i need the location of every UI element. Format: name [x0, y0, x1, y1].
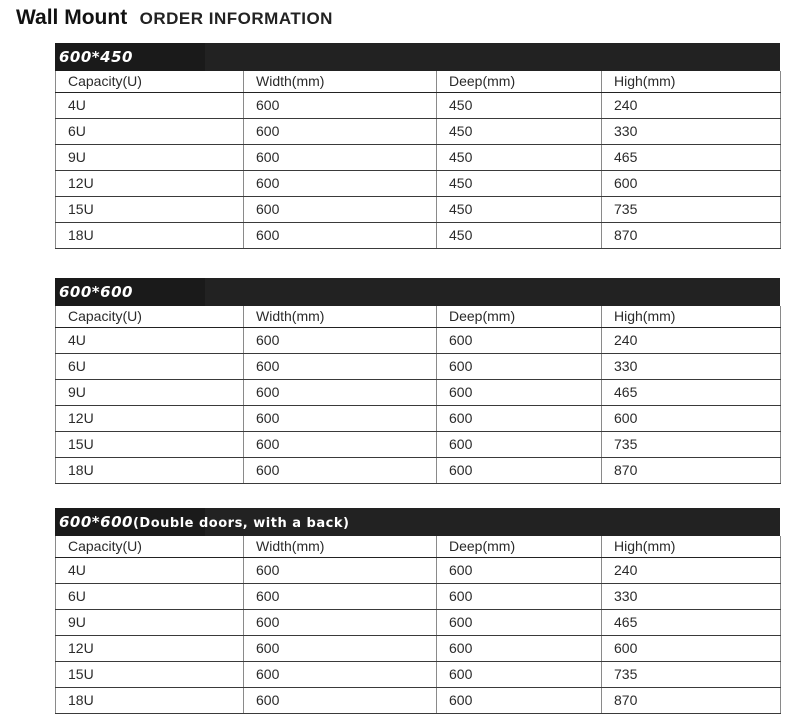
cell-deep: 600 [437, 688, 602, 714]
section-title [59, 513, 349, 531]
cell-width: 600 [244, 458, 437, 484]
cell-width: 600 [244, 93, 437, 119]
spec-section-600x600-double-doors [55, 508, 780, 714]
spec-section-600x450 [55, 43, 780, 249]
cell-high: 240 [602, 328, 781, 354]
column-header-deep: Deep(mm) [437, 71, 602, 93]
cell-high: 870 [602, 223, 781, 249]
table-row [56, 223, 781, 249]
cell-deep: 450 [437, 171, 602, 197]
table-row [56, 380, 781, 406]
table-row [56, 662, 781, 688]
cell-width: 600 [244, 119, 437, 145]
cell-capacity: 9U [56, 610, 244, 636]
cell-high: 330 [602, 119, 781, 145]
cell-high: 465 [602, 145, 781, 171]
table-row [56, 197, 781, 223]
cell-deep: 600 [437, 406, 602, 432]
cell-capacity: 18U [56, 458, 244, 484]
cell-capacity: 12U [56, 636, 244, 662]
page-subtitle: ORDER INFORMATION [139, 9, 333, 28]
cell-width: 600 [244, 406, 437, 432]
cell-width: 600 [244, 432, 437, 458]
cell-capacity: 15U [56, 662, 244, 688]
table-row [56, 636, 781, 662]
cell-high: 465 [602, 610, 781, 636]
cell-width: 600 [244, 688, 437, 714]
table-row [56, 558, 781, 584]
section-header [55, 43, 780, 71]
table-row [56, 458, 781, 484]
cell-capacity: 4U [56, 558, 244, 584]
cell-width: 600 [244, 223, 437, 249]
cell-width: 600 [244, 380, 437, 406]
cell-capacity: 18U [56, 223, 244, 249]
column-header-width: Width(mm) [244, 306, 437, 328]
section-title-dims: 600*600 [59, 513, 133, 531]
cell-high: 735 [602, 432, 781, 458]
cell-deep: 450 [437, 119, 602, 145]
page-title-main: Wall Mount [16, 6, 128, 29]
cell-width: 600 [244, 636, 437, 662]
cell-deep: 600 [437, 380, 602, 406]
column-header-width: Width(mm) [244, 71, 437, 93]
cell-width: 600 [244, 354, 437, 380]
cell-capacity: 6U [56, 584, 244, 610]
cell-deep: 600 [437, 610, 602, 636]
cell-deep: 450 [437, 197, 602, 223]
cell-deep: 600 [437, 432, 602, 458]
cell-high: 870 [602, 458, 781, 484]
spec-section-600x600 [55, 278, 780, 484]
cell-capacity: 4U [56, 328, 244, 354]
table-row [56, 688, 781, 714]
cell-width: 600 [244, 610, 437, 636]
cell-width: 600 [244, 662, 437, 688]
table-row [56, 584, 781, 610]
cell-capacity: 15U [56, 432, 244, 458]
specs-table [55, 306, 781, 484]
cell-high: 330 [602, 584, 781, 610]
column-header-capacity: Capacity(U) [56, 306, 244, 328]
cell-high: 600 [602, 171, 781, 197]
column-header-deep: Deep(mm) [437, 306, 602, 328]
cell-capacity: 9U [56, 380, 244, 406]
cell-high: 870 [602, 688, 781, 714]
table-header-row [56, 306, 781, 328]
table-row [56, 93, 781, 119]
specs-table [55, 71, 781, 249]
section-title-dims: 600*450 [59, 48, 133, 66]
column-header-high: High(mm) [602, 536, 781, 558]
cell-capacity: 12U [56, 406, 244, 432]
section-header [55, 508, 780, 536]
section-title-note: (Double doors, with a back) [132, 516, 350, 531]
cell-deep: 600 [437, 458, 602, 484]
table-header-row [56, 536, 781, 558]
cell-deep: 450 [437, 223, 602, 249]
section-header [55, 278, 780, 306]
column-header-width: Width(mm) [244, 536, 437, 558]
cell-deep: 450 [437, 93, 602, 119]
cell-deep: 600 [437, 662, 602, 688]
cell-deep: 450 [437, 145, 602, 171]
cell-high: 465 [602, 380, 781, 406]
cell-capacity: 6U [56, 119, 244, 145]
cell-capacity: 18U [56, 688, 244, 714]
cell-width: 600 [244, 145, 437, 171]
cell-width: 600 [244, 558, 437, 584]
table-row [56, 328, 781, 354]
section-title [59, 283, 133, 301]
cell-width: 600 [244, 197, 437, 223]
column-header-capacity: Capacity(U) [56, 71, 244, 93]
column-header-capacity: Capacity(U) [56, 536, 244, 558]
cell-capacity: 15U [56, 197, 244, 223]
column-header-high: High(mm) [602, 306, 781, 328]
cell-capacity: 9U [56, 145, 244, 171]
cell-width: 600 [244, 171, 437, 197]
table-row [56, 171, 781, 197]
section-title [59, 48, 133, 66]
cell-high: 735 [602, 197, 781, 223]
table-row [56, 406, 781, 432]
table-row [56, 432, 781, 458]
cell-high: 735 [602, 662, 781, 688]
table-row [56, 145, 781, 171]
table-row [56, 119, 781, 145]
cell-deep: 600 [437, 636, 602, 662]
cell-deep: 600 [437, 354, 602, 380]
column-header-high: High(mm) [602, 71, 781, 93]
cell-width: 600 [244, 328, 437, 354]
cell-high: 600 [602, 636, 781, 662]
column-header-deep: Deep(mm) [437, 536, 602, 558]
cell-high: 330 [602, 354, 781, 380]
cell-capacity: 12U [56, 171, 244, 197]
cell-deep: 600 [437, 558, 602, 584]
cell-capacity: 4U [56, 93, 244, 119]
cell-high: 240 [602, 93, 781, 119]
cell-capacity: 6U [56, 354, 244, 380]
cell-high: 240 [602, 558, 781, 584]
cell-width: 600 [244, 584, 437, 610]
table-row [56, 354, 781, 380]
table-row [56, 610, 781, 636]
cell-deep: 600 [437, 584, 602, 610]
specs-table [55, 536, 781, 714]
page-title [16, 6, 333, 30]
table-header-row [56, 71, 781, 93]
cell-high: 600 [602, 406, 781, 432]
section-title-dims: 600*600 [59, 283, 133, 301]
cell-deep: 600 [437, 328, 602, 354]
